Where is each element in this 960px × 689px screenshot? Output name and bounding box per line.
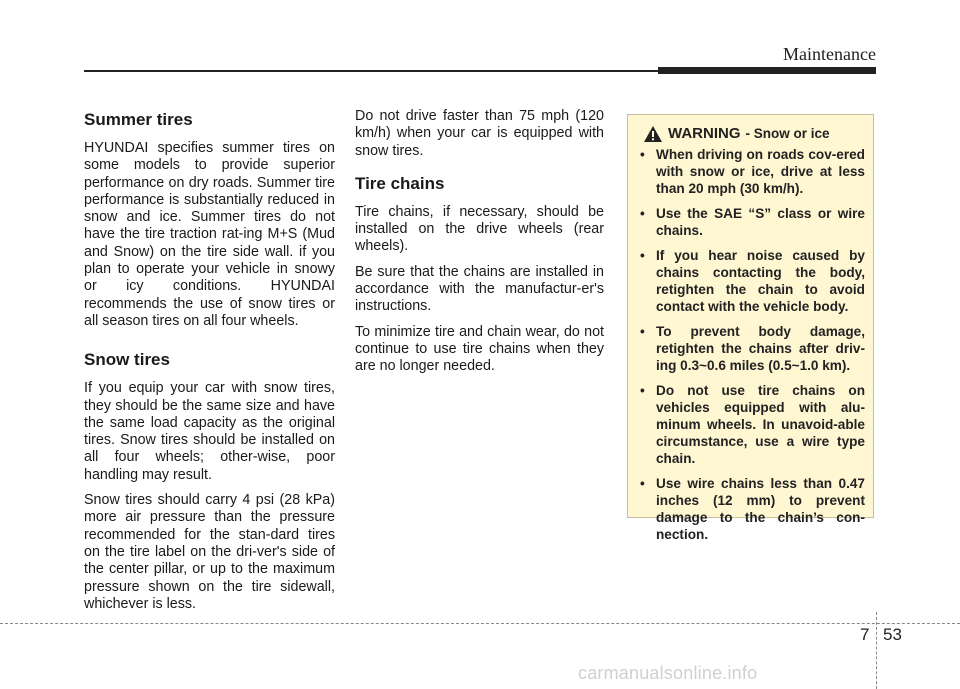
tire-chains-paragraph-1: Tire chains, if necessary, should be installed on the drive wheels (rear wheels). <box>355 203 604 255</box>
warning-triangle-icon <box>644 126 662 142</box>
warning-item: • If you hear noise caused by chains contacting the body, retighten the chain to avoid contact with the vehicle body. <box>640 248 865 314</box>
warning-subtitle: - Snow or ice <box>745 126 830 141</box>
warning-item: • Use wire chains less than 0.47 inches (12 mm) to prevent damage to the chain’s con-nection. <box>640 476 865 542</box>
summer-tires-heading: Summer tires <box>84 110 193 129</box>
warning-item: • When driving on roads cov-ered with snow or ice, drive at less than 20 mph (30 km/h). <box>640 147 865 196</box>
warning-header <box>644 125 865 142</box>
snow-tires-heading: Snow tires <box>84 350 170 370</box>
middle-column <box>355 108 604 384</box>
section-title: Maintenance <box>783 44 876 64</box>
summer-tires-paragraph: HYUNDAI specifies summer tires on some models to provide superior performance on dry roads. Summer tire performance is substantially reduced in snow and ice. Summer tires do not have the tire traction rat-ing M+S (Mud and Snow) on the tire side wall. if you plan to operate your vehicle in snowy or icy conditions. HYUNDAI recommends the use of snow tires or all season tires on all four wheels. <box>84 140 335 329</box>
header-rule-accent <box>658 67 876 74</box>
snow-tires-paragraph-1: If you equip your car with snow tires, they should be the same size and have the same load capacity as the original tires. Snow tires should be installed on all four wheels; other-wise, poor handling may result. <box>84 380 335 483</box>
warning-list <box>636 146 865 543</box>
footer-rule <box>0 623 960 624</box>
warning-item: • Do not use tire chains on vehicles equipped with alu-minum wheels. In unavoid-able circumstance, use a wire type chain. <box>640 383 865 466</box>
header-rule <box>84 70 662 72</box>
tire-chains-heading: Tire chains <box>355 173 445 193</box>
warning-box <box>627 114 874 542</box>
left-column <box>84 110 335 621</box>
chapter-number: 7 <box>860 625 870 644</box>
watermark: carmanualsonline.info <box>578 663 758 683</box>
speed-limit-paragraph: Do not drive faster than 75 mph (120 km/h) when your car is equipped with snow tires. <box>355 108 604 159</box>
tire-chains-paragraph-2: Be sure that the chains are installed in accordance with the manufactur-er's instructions. <box>355 263 604 315</box>
snow-tires-paragraph-2: Snow tires should carry 4 psi (28 kPa) more air pressure than the pressure recommended for the stan-dard tires on the tire label on the dri-ver's side of the center pillar, or up to the maximum pressure shown on the tire sidewall, whichever is less. <box>84 492 335 612</box>
warning-item: • To prevent body damage, retighten the chains after driv-ing 0.3~0.6 miles (0.5~1.0 km). <box>640 324 865 373</box>
page-number-divider <box>876 612 877 689</box>
warning-title: WARNING <box>668 125 741 142</box>
warning-item: • Use the SAE “S” class or wire chains. <box>640 206 865 238</box>
tire-chains-paragraph-3: To minimize tire and chain wear, do not continue to use tire chains when they are no longer needed. <box>355 323 604 375</box>
page-number: 53 <box>883 625 902 644</box>
